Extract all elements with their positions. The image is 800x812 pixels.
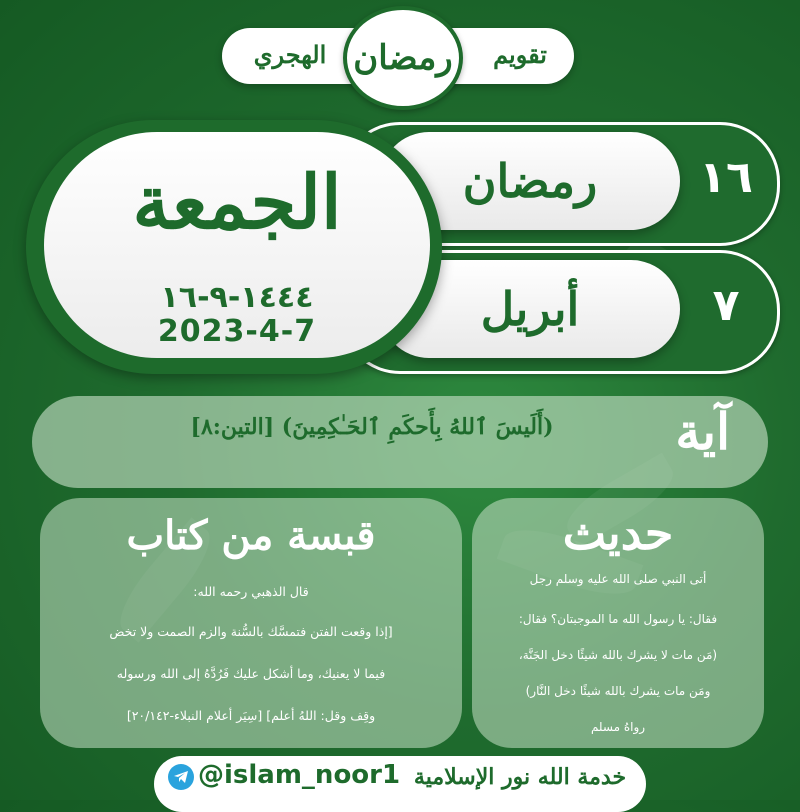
hadith-line: ومَن مات يشرك بالله شيئًا دخل النَّار) xyxy=(525,684,711,698)
hadith-line: (مَن مات لا يشرك بالله شيئًا دخل الجَنَّة، xyxy=(518,648,718,662)
hijri-date: ١٤٤٤-٩-١٦ xyxy=(160,280,314,315)
book-quote-line: [إذا وقعت الفتن فتمسَّك بالسُّنة والزم الصمت ولا تخض xyxy=(109,624,393,639)
ayah-label: آية xyxy=(675,402,730,461)
book-quote-line: فيما لا يعنيك، وما أشكل عليك فَرُدَّهُ إلى الله ورسوله xyxy=(116,666,386,681)
hijri-month: رمضان xyxy=(462,154,598,208)
book-quote-box xyxy=(40,498,462,748)
book-quote-title: قبسة من كتاب xyxy=(126,512,376,559)
weekday-name: الجمعة xyxy=(132,160,342,246)
ayah-text: (أَلَيسَ ٱللهُ بِأَحكَمِ ٱلحَـٰكِمِينَ) [التين:٨] xyxy=(190,414,554,440)
book-quote-line: قال الذهبي رحمه الله: xyxy=(193,584,309,599)
hadith-line: فقال: يا رسول الله ما الموجبتان؟ فقال: xyxy=(518,612,718,626)
header-left-text: الهجري xyxy=(253,40,327,69)
footer-brand: خدمة الله نور الإسلامية xyxy=(413,764,627,790)
hadith-line: رواهُ مسلم xyxy=(590,720,646,734)
hadith-title: حديث xyxy=(562,506,674,560)
header-right-text: تقويم xyxy=(493,40,547,69)
telegram-icon[interactable] xyxy=(168,764,194,790)
ayah-bar xyxy=(32,396,768,488)
header-center-text: رمضان xyxy=(353,38,453,78)
book-quote-line: وقِف وقل: اللهُ أعلم] [سِيَر أعلام النبلاء-٢٠/١٤٢] xyxy=(126,708,376,723)
gregorian-date: 2023-4-7 xyxy=(157,314,317,349)
hijri-day: ١٦ xyxy=(699,152,753,203)
hadith-line: أتى النبي صلى الله عليه وسلم رجل xyxy=(529,572,707,586)
hadith-box xyxy=(472,498,764,748)
gregorian-month: أبريل xyxy=(480,282,580,336)
telegram-handle[interactable]: @islam_noor1 xyxy=(198,760,401,790)
gregorian-day: ٧ xyxy=(712,280,740,331)
header-center-badge xyxy=(343,6,463,110)
